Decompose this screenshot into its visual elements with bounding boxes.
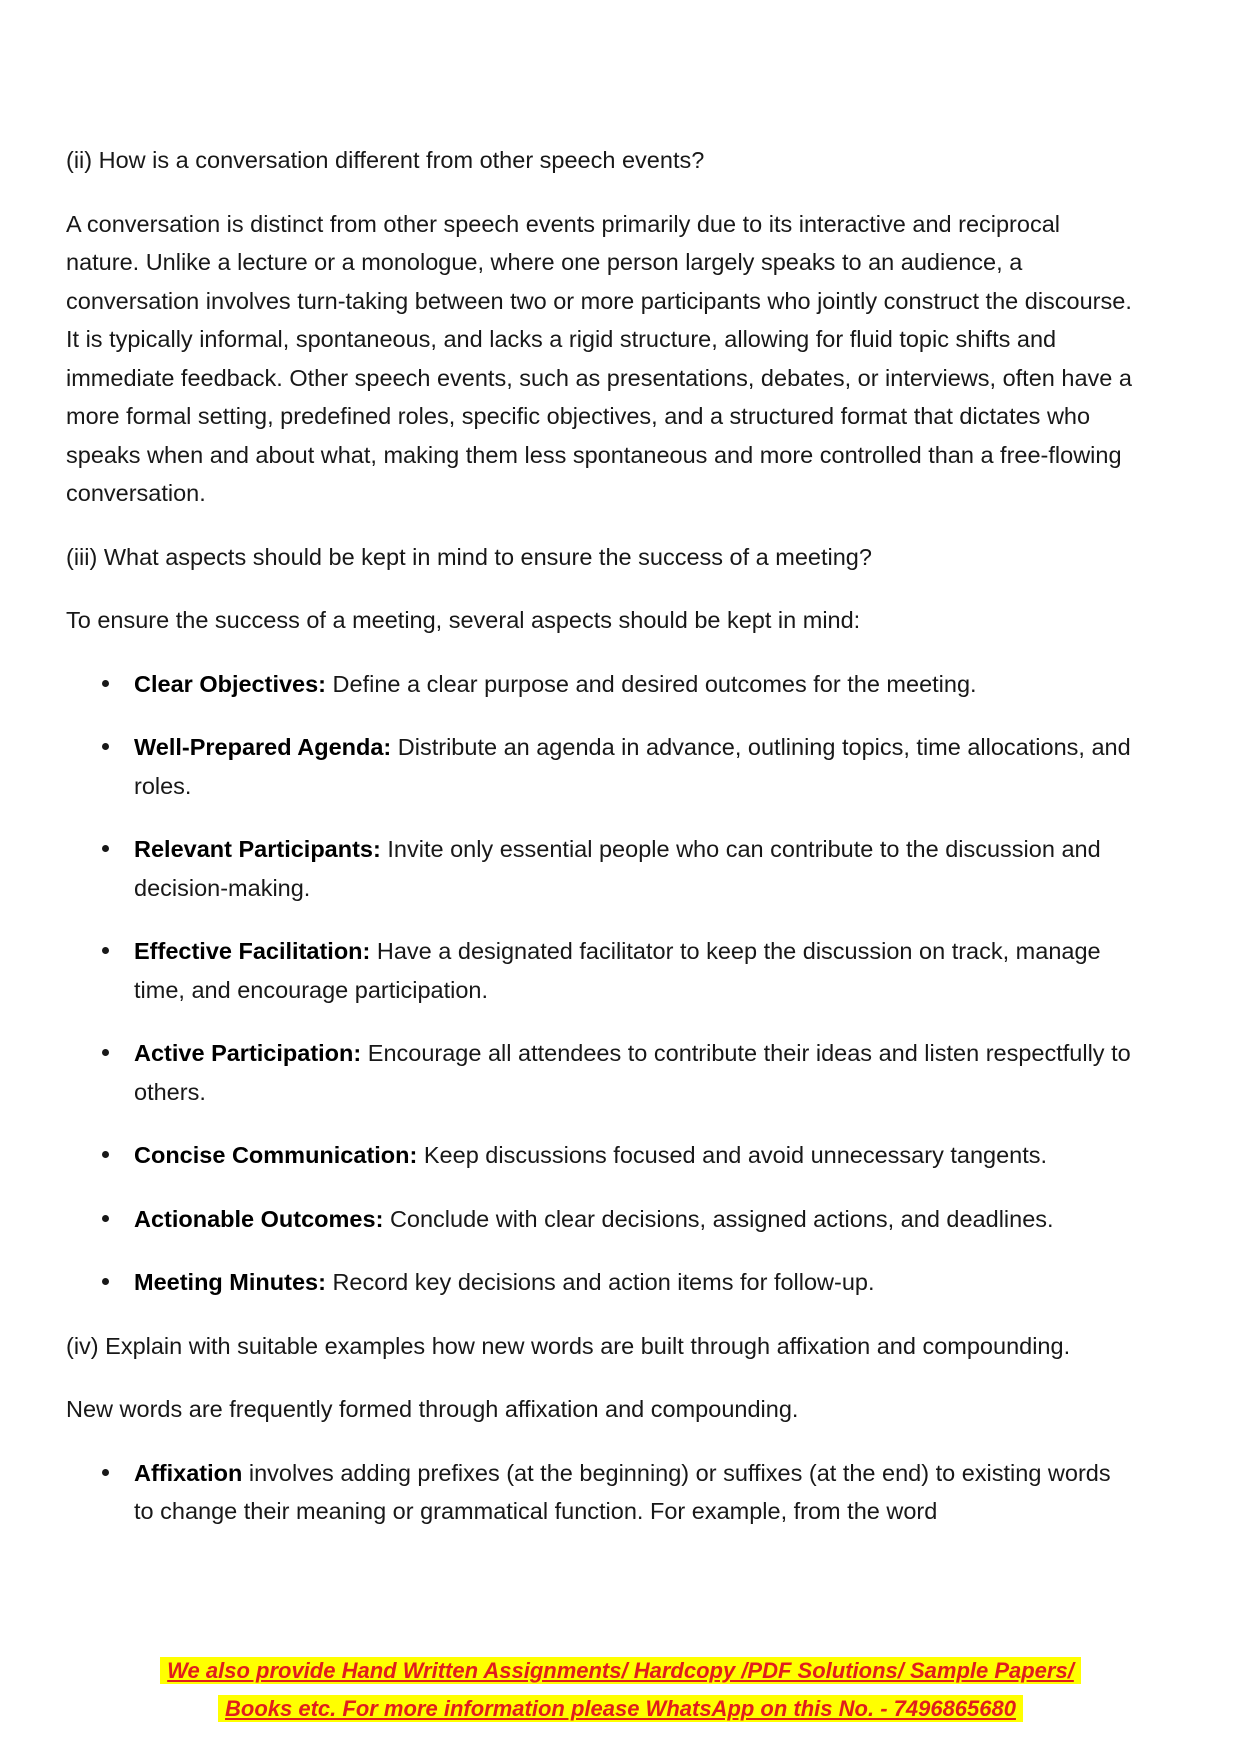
bullet-icon xyxy=(102,1278,109,1285)
bullet-icon xyxy=(102,845,109,852)
question-iii: (iii) What aspects should be kept in mind to ensure the success of a meeting? xyxy=(66,543,872,570)
bullet-text: Invite only essential people who can contribute to the discussion and decision-making. xyxy=(134,836,1101,901)
list-item-meeting-minutes xyxy=(66,1263,1136,1302)
list-item-active-participation xyxy=(66,1034,1136,1111)
bullet-text: involves adding prefixes (at the beginning) or suffixes (at the end) to existing words to change their meaning or grammatical function. For example, from the word xyxy=(134,1459,1111,1524)
promo-line-1-row xyxy=(0,1652,1241,1690)
question-ii: (ii) How is a conversation different from other speech events? xyxy=(66,147,705,173)
question-ii-section xyxy=(66,141,1136,513)
list-item-concise-communication xyxy=(66,1136,1136,1175)
bullet-label: Relevant Participants: xyxy=(134,836,381,862)
bullet-icon xyxy=(102,947,109,954)
promo-line-2-row xyxy=(0,1690,1241,1728)
bullet-icon xyxy=(102,743,109,750)
bullet-label: Actionable Outcomes: xyxy=(134,1205,384,1232)
bullet-icon xyxy=(102,1151,109,1158)
bullet-label: Meeting Minutes: xyxy=(134,1269,326,1295)
meeting-aspects-list xyxy=(66,665,1136,1302)
bullet-text: Encourage all attendees to contribute their ideas and listen respectfully to others. xyxy=(134,1040,1131,1105)
list-item-effective-facilitation xyxy=(66,932,1136,1009)
promo-banner xyxy=(0,1652,1241,1728)
bullet-label: Well-Prepared Agenda: xyxy=(134,734,392,760)
question-iv-section xyxy=(66,1327,1136,1531)
bullet-label: Effective Facilitation: xyxy=(134,938,371,964)
bullet-icon xyxy=(102,1215,109,1222)
bullet-text: Record key decisions and action items for follow-up. xyxy=(332,1269,875,1295)
bullet-text: Keep discussions focused and avoid unnecessary tangents. xyxy=(423,1142,1048,1168)
bullet-icon xyxy=(102,1049,109,1056)
word-formation-list xyxy=(66,1454,1136,1531)
question-iii-section xyxy=(66,538,1136,1302)
list-item-well-prepared-agenda xyxy=(66,728,1136,805)
answer-iii-intro: To ensure the success of a meeting, several aspects should be kept in mind: xyxy=(66,607,861,633)
answer-iv-intro: New words are frequently formed through affixation and compounding. xyxy=(66,1396,799,1422)
bullet-icon xyxy=(102,1469,109,1476)
list-item-actionable-outcomes xyxy=(66,1200,1136,1239)
bullet-icon xyxy=(102,680,109,687)
promo-line-1: We also provide Hand Written Assignments/ Hardcopy /PDF Solutions/ Sample Papers/ xyxy=(160,1657,1081,1684)
list-item-affixation xyxy=(66,1454,1136,1531)
list-item-clear-objectives xyxy=(66,665,1136,704)
bullet-text: Have a designated facilitator to keep the discussion on track, manage time, and encourage participation. xyxy=(134,938,1101,1003)
bullet-label: Affixation xyxy=(134,1459,243,1486)
question-iv: (iv) Explain with suitable examples how new words are built through affixation and compounding. xyxy=(66,1332,1071,1359)
bullet-label: Active Participation: xyxy=(134,1040,362,1066)
bullet-label: Clear Objectives: xyxy=(134,670,327,697)
document-body xyxy=(66,141,1136,1556)
bullet-text: Conclude with clear decisions, assigned actions, and deadlines. xyxy=(389,1205,1054,1232)
bullet-label: Concise Communication: xyxy=(134,1142,418,1168)
list-item-relevant-participants xyxy=(66,830,1136,907)
answer-ii: A conversation is distinct from other speech events primarily due to its interactive and reciprocal nature. Unlike a lecture or a monologue, where one person largely speaks to an audience, a conversation involves turn-taking between two or more participants who jointly construct the discourse. It is typically informal, spontaneous, and lacks a rigid structure, allowing for fluid topic shifts and immediate feedback. Other speech events, such as presentations, debates, or interviews, often have a more formal setting, predefined roles, specific objectives, and a structured format that dictates who speaks when and about what, making them less spontaneous and more controlled than a free-flowing conversation. xyxy=(66,210,1132,506)
promo-line-2: Books etc. For more information please WhatsApp on this No. - 7496865680 xyxy=(218,1695,1023,1722)
bullet-text: Distribute an agenda in advance, outlining topics, time allocations, and roles. xyxy=(134,734,1131,799)
bullet-text: Define a clear purpose and desired outcomes for the meeting. xyxy=(332,670,977,697)
